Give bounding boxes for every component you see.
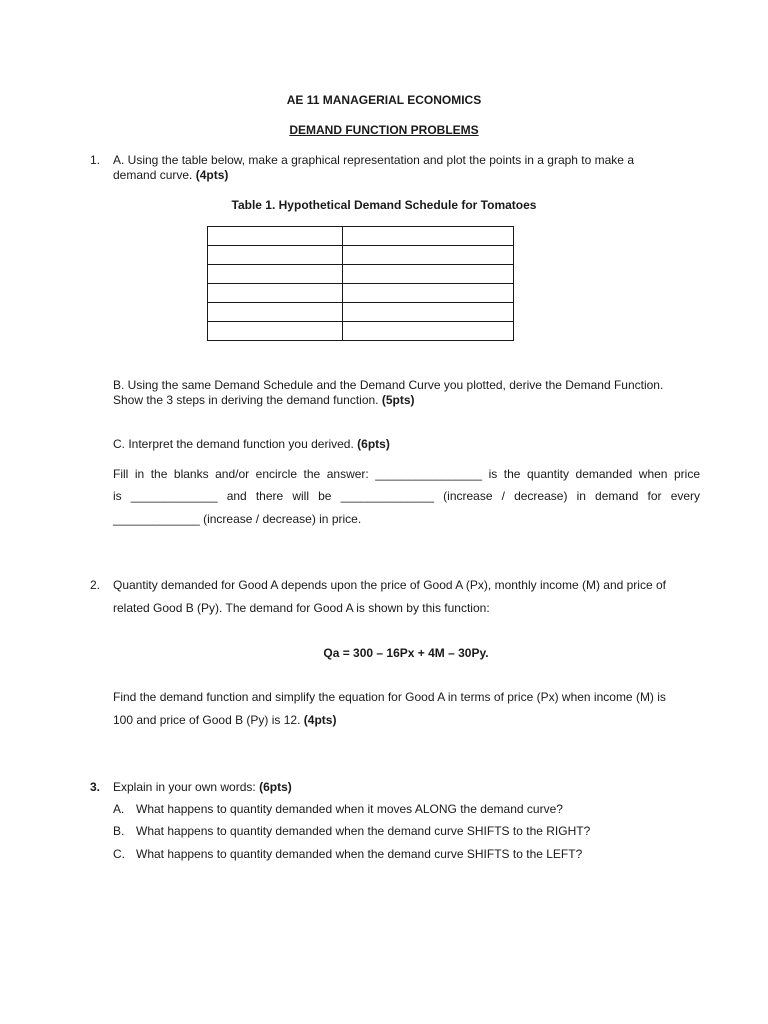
question-1c-line — [113, 437, 390, 451]
fill-word: demand — [595, 489, 639, 503]
question-1b-line1: B. Using the same Demand Schedule and the Demand Curve you plotted, derive the Demand Function. — [113, 378, 664, 392]
question-2-text: 100 and price of Good B (Py) is 12. — [113, 713, 301, 727]
question-1b-line2 — [113, 393, 415, 407]
question-2-line1: Quantity demanded for Good A depends upon the price of Good A (Px), monthly income (M) and price of — [113, 578, 666, 592]
table-cell[interactable] — [208, 246, 343, 265]
table-cell[interactable] — [343, 322, 514, 341]
table-cell[interactable] — [343, 284, 514, 303]
table-cell[interactable] — [208, 265, 343, 284]
question-2-number: 2. — [90, 578, 101, 592]
document-subtitle: DEMAND FUNCTION PROBLEMS — [289, 123, 479, 137]
table-row — [208, 303, 514, 322]
table-row — [208, 322, 514, 341]
question-3-item-text: What happens to quantity demanded when it moves ALONG the demand curve? — [136, 802, 563, 816]
table-row — [208, 265, 514, 284]
increase-decrease-choice[interactable]: (increase / decrease) — [443, 489, 568, 503]
table-row — [208, 246, 514, 265]
table-cell[interactable] — [208, 284, 343, 303]
question-3-item-label: A. — [113, 802, 125, 816]
question-1c-text: C. Interpret the demand function you derived. — [113, 437, 354, 451]
question-3-item-label: C. — [113, 847, 125, 861]
demand-schedule-table — [207, 226, 514, 341]
fill-blank-instruction: Fill in the blanks and/or encircle the answer: — [113, 467, 369, 481]
table-cell[interactable] — [343, 265, 514, 284]
fill-blank-line-2 — [113, 489, 700, 503]
question-1c-points: (6pts) — [357, 437, 390, 451]
table-cell[interactable] — [343, 303, 514, 322]
question-3-points: (6pts) — [259, 780, 292, 794]
question-3-item-label: B. — [113, 824, 125, 838]
question-2-line3: Find the demand function and simplify the equation for Good A in terms of price (Px) when income (M) is — [113, 690, 666, 704]
fill-word: there — [255, 489, 284, 503]
table-cell[interactable] — [343, 227, 514, 246]
fill-word: in — [576, 489, 586, 503]
question-1a-points: (4pts) — [195, 168, 229, 182]
fill-word: will — [292, 489, 309, 503]
fill-blank-1[interactable]: ________________ is the quantity demanded when price — [375, 467, 700, 481]
fill-word: and — [226, 489, 247, 503]
question-1a-text: demand curve. — [113, 168, 193, 182]
fill-word: be — [318, 489, 332, 503]
table-caption: Table 1. Hypothetical Demand Schedule for Tomatoes — [231, 198, 537, 212]
question-3-number: 3. — [90, 780, 101, 794]
fill-word: every — [670, 489, 701, 503]
question-1b-points: (5pts) — [381, 393, 415, 407]
table-cell[interactable] — [208, 303, 343, 322]
table-cell[interactable] — [208, 227, 343, 246]
fill-blank-line-1 — [113, 467, 700, 481]
question-1-number: 1. — [90, 153, 101, 167]
table-cell[interactable] — [208, 322, 343, 341]
table-cell[interactable] — [343, 246, 514, 265]
question-3-item-text: What happens to quantity demanded when the demand curve SHIFTS to the LEFT? — [136, 847, 583, 861]
question-3-intro — [113, 780, 292, 794]
table-row — [208, 284, 514, 303]
question-1a-line1: A. Using the table below, make a graphical representation and plot the points in a graph to make a — [113, 153, 634, 167]
demand-equation: Qa = 300 – 16Px + 4M – 30Py. — [323, 646, 489, 660]
table-row — [208, 227, 514, 246]
question-2-line2: related Good B (Py). The demand for Good A is shown by this function: — [113, 601, 490, 615]
document-title: AE 11 MANAGERIAL ECONOMICS — [286, 93, 482, 107]
question-3-intro-text: Explain in your own words: — [113, 780, 256, 794]
fill-blank-2[interactable]: _____________ — [130, 489, 218, 503]
fill-blank-3[interactable]: ______________ — [340, 489, 435, 503]
question-1a-line2 — [113, 168, 228, 182]
fill-word: is — [113, 489, 122, 503]
question-2-line4 — [113, 713, 336, 727]
fill-word: for — [647, 489, 662, 503]
question-2-points: (4pts) — [303, 713, 337, 727]
question-3-item-text: What happens to quantity demanded when the demand curve SHIFTS to the RIGHT? — [136, 824, 591, 838]
question-1b-text: Show the 3 steps in deriving the demand function. — [113, 393, 379, 407]
fill-blank-line-3[interactable]: _____________ (increase / decrease) in price. — [113, 512, 362, 526]
